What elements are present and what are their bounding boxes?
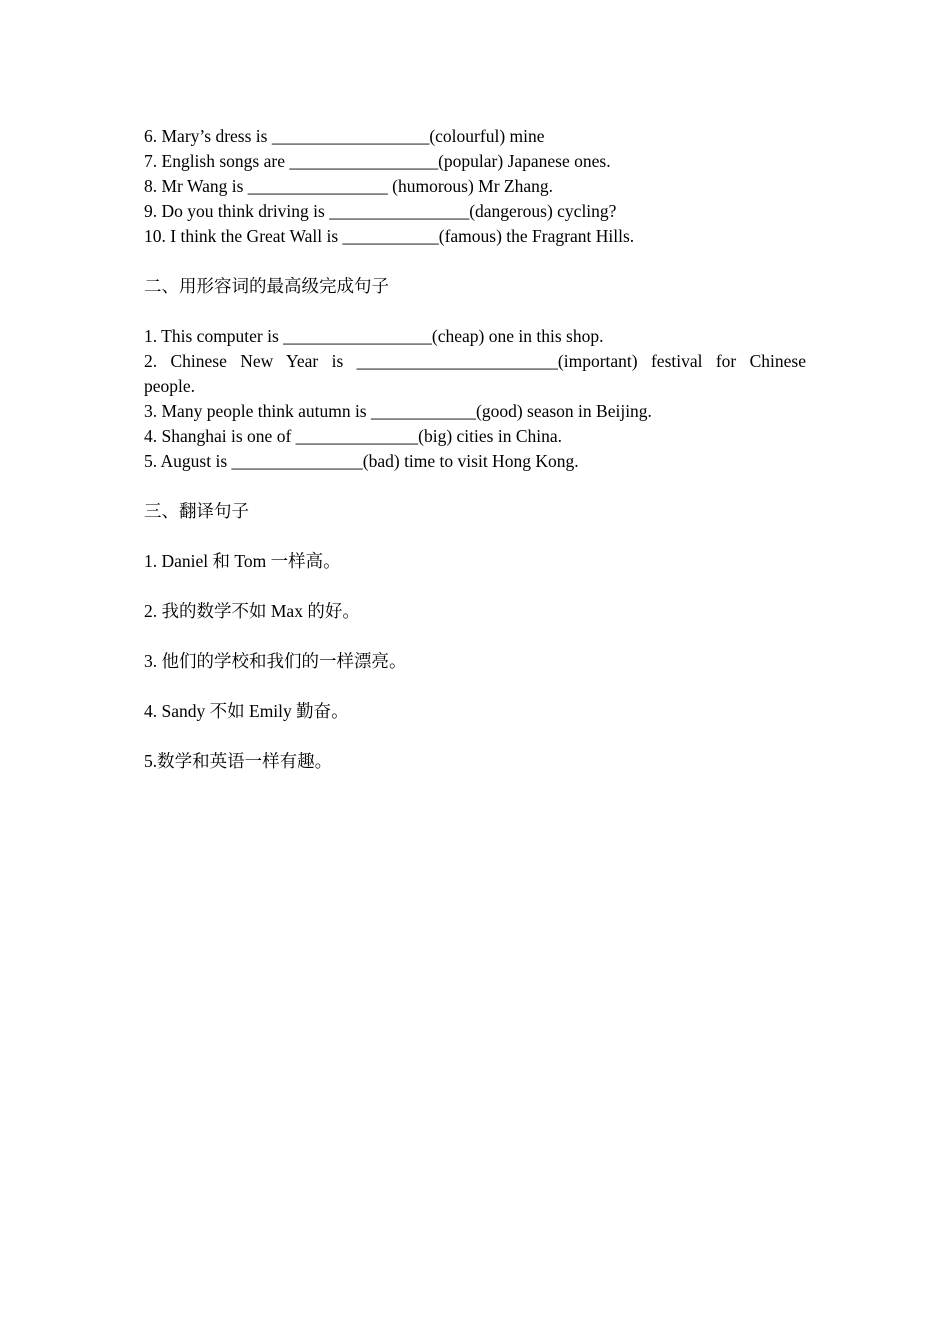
exercise-line: 9. Do you think driving is ________________(dangerous) cycling? bbox=[144, 201, 617, 221]
exercise-line: 4. Shanghai is one of ______________(big) cities in China. bbox=[144, 426, 563, 446]
translation-exercises bbox=[144, 549, 806, 774]
answer-space bbox=[144, 724, 806, 749]
answer-space bbox=[144, 574, 806, 599]
spacer bbox=[144, 474, 806, 499]
spacer bbox=[144, 249, 806, 274]
exercise-line: 1. This computer is _________________(cheap) one in this shop. bbox=[144, 326, 604, 346]
exercise-line: 6. Mary’s dress is __________________(colourful) mine bbox=[144, 126, 545, 146]
superlative-exercises bbox=[144, 324, 806, 474]
comparative-exercises bbox=[144, 124, 806, 249]
section-heading-translation: 三、翻译句子 bbox=[144, 501, 249, 521]
exercise-line: 8. Mr Wang is ________________ (humorous) Mr Zhang. bbox=[144, 176, 554, 196]
translation-line: 2. 我的数学不如 Max 的好。 bbox=[144, 601, 360, 621]
spacer bbox=[144, 299, 806, 324]
section-heading-superlative: 二、用形容词的最高级完成句子 bbox=[144, 276, 389, 296]
translation-line: 5.数学和英语一样有趣。 bbox=[144, 751, 333, 771]
translation-line: 3. 他们的学校和我们的一样漂亮。 bbox=[144, 651, 407, 671]
answer-space bbox=[144, 624, 806, 649]
exercise-line-continuation: people. bbox=[144, 376, 196, 396]
exercise-line: 10. I think the Great Wall is ___________(famous) the Fragrant Hills. bbox=[144, 226, 635, 246]
worksheet-page bbox=[144, 124, 806, 774]
exercise-line: 7. English songs are _________________(popular) Japanese ones. bbox=[144, 151, 611, 171]
exercise-line: 3. Many people think autumn is ____________(good) season in Beijing. bbox=[144, 401, 652, 421]
answer-space bbox=[144, 674, 806, 699]
spacer bbox=[144, 524, 806, 549]
exercise-line: 5. August is _______________(bad) time to visit Hong Kong. bbox=[144, 451, 579, 471]
translation-line: 4. Sandy 不如 Emily 勤奋。 bbox=[144, 701, 349, 721]
exercise-line: 2. Chinese New Year is _______________________(important) festival for Chinese bbox=[144, 351, 806, 371]
translation-line: 1. Daniel 和 Tom 一样高。 bbox=[144, 551, 341, 571]
